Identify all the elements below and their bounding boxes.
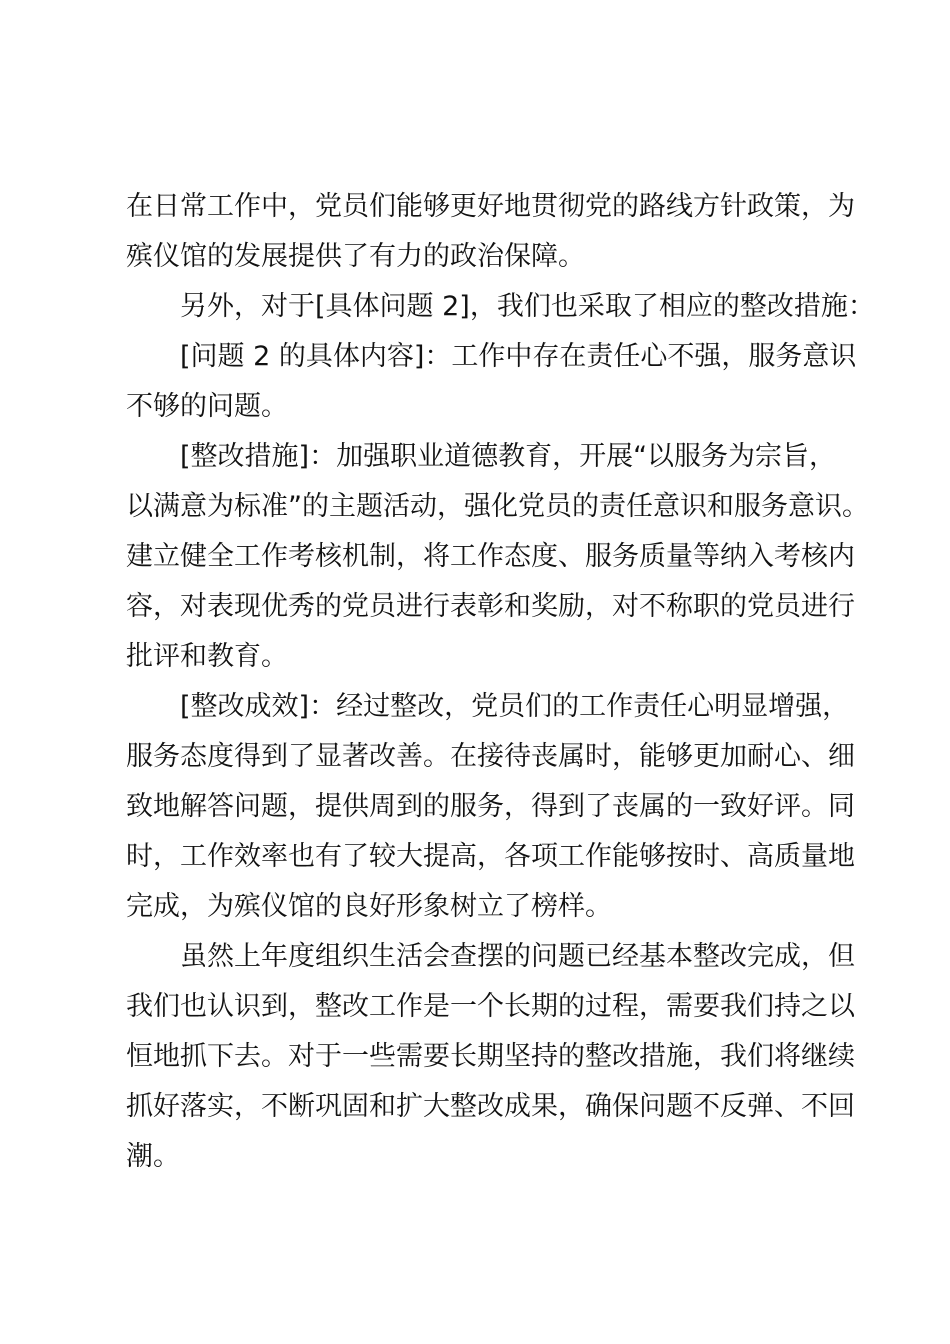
- text-line: 容，对表现优秀的党员进行表彰和奖励，对不称职的党员进行: [126, 591, 855, 622]
- text-line: 抓好落实，不断巩固和扩大整改成果，确保问题不反弹、不回: [126, 1091, 855, 1122]
- paragraph-5: [126, 682, 855, 932]
- text-line: 建立健全工作考核机制，将工作态度、服务质量等纳入考核内: [126, 541, 855, 572]
- text-line: 另外，对于[具体问题 2]，我们也采取了相应的整改措施：: [180, 291, 875, 322]
- paragraph-3: [126, 332, 857, 432]
- text-line: 在日常工作中，党员们能够更好地贯彻党的路线方针政策，为: [126, 191, 855, 222]
- paragraph-4: [126, 432, 869, 682]
- text-line: 以满意为标准”的主题活动，强化党员的责任意识和服务意识。: [126, 491, 869, 522]
- paragraph-1: [126, 182, 855, 282]
- text-line: 我们也认识到，整改工作是一个长期的过程，需要我们持之以: [126, 991, 855, 1022]
- text-line: 不够的问题。: [126, 391, 288, 422]
- text-line: 致地解答问题，提供周到的服务，得到了丧属的一致好评。同: [126, 791, 855, 822]
- text-line: 服务态度得到了显著改善。在接待丧属时，能够更加耐心、细: [126, 741, 855, 772]
- text-line: [问题 2 的具体内容]：工作中存在责任心不强，服务意识: [180, 341, 857, 372]
- paragraph-6: [126, 932, 855, 1182]
- document-body: [126, 182, 875, 1182]
- text-line: 虽然上年度组织生活会查摆的问题已经基本整改完成，但: [180, 941, 855, 972]
- text-line: 时，工作效率也有了较大提高，各项工作能够按时、高质量地: [126, 841, 855, 872]
- text-line: [整改成效]：经过整改，党员们的工作责任心明显增强，: [180, 691, 850, 722]
- text-line: [整改措施]：加强职业道德教育，开展“以服务为宗旨，: [180, 441, 837, 472]
- paragraph-2: [126, 282, 875, 332]
- text-line: 批评和教育。: [126, 641, 288, 672]
- text-line: 殡仪馆的发展提供了有力的政治保障。: [126, 241, 585, 272]
- text-line: 完成，为殡仪馆的良好形象树立了榜样。: [126, 891, 612, 922]
- text-line: 恒地抓下去。对于一些需要长期坚持的整改措施，我们将继续: [126, 1041, 855, 1072]
- text-line: 潮。: [126, 1141, 180, 1172]
